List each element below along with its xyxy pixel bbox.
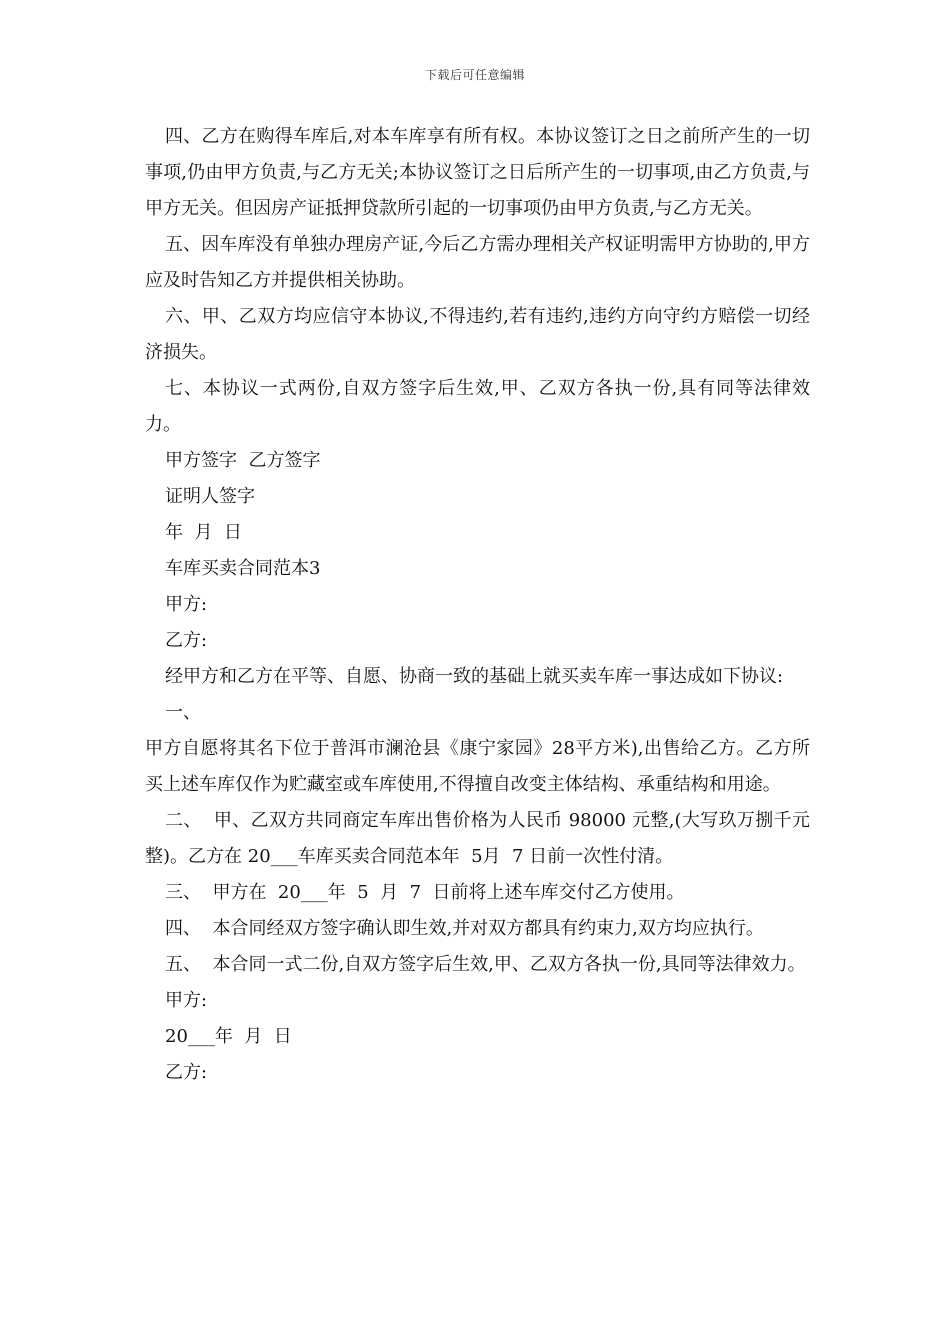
party-b-line: 乙方: <box>165 630 208 651</box>
date-line: 年 月 日 <box>165 522 242 543</box>
party-b-signature-line: 乙方: <box>165 1062 208 1083</box>
paragraph-clause-7-copies: 七、本协议一式两份,自双方签字后生效,甲、乙双方各执一份,具有同等法律效力。 <box>145 378 810 435</box>
clause-number-1: 一、 <box>165 702 201 723</box>
signature-line-parties: 甲方签字 乙方签字 <box>165 450 321 471</box>
party-a-line: 甲方: <box>165 594 208 615</box>
document-body <box>145 119 810 1091</box>
paragraph-clause-4-ownership: 四、乙方在购得车库后,对本车库享有所有权。本协议签订之日之前所产生的一切事项,仍由甲方负责,与乙方无关;本协议签订之日后所产生的一切事项,由乙方负责,与甲方无关。但因房产证抵押贷款所引起的一切事项仍由甲方负责,与乙方无关。 <box>145 126 810 219</box>
paragraph-preamble: 经甲方和乙方在平等、自愿、协商一致的基础上就买卖车库一事达成如下协议: <box>165 666 784 687</box>
page-header: 下载后可任意编辑 <box>424 68 525 82</box>
paragraph-clause-5-copies: 五、 本合同一式二份,自双方签字后生效,甲、乙双方各执一份,具同等法律效力。 <box>165 954 806 975</box>
paragraph-clause-2-price: 二、 甲、乙双方共同商定车库出售价格为人民币 98000 元整,(大写玖万捌千元整)。乙方在 20___车库买卖合同范本年 5月 7 日前一次性付清。 <box>145 810 810 867</box>
party-a-signature-line: 甲方: <box>165 990 208 1011</box>
paragraph-clause-1-sale: 甲方自愿将其名下位于普洱市澜沧县《康宁家园》28平方米),出售给乙方。乙方所买上述车库仅作为贮藏室或车库使用,不得擅自改变主体结构、承重结构和用途。 <box>145 738 810 795</box>
paragraph-clause-6-breach: 六、甲、乙双方均应信守本协议,不得违约,若有违约,违约方向守约方赔偿一切经济损失。 <box>145 306 810 363</box>
section-title-contract-3: 车库买卖合同范本3 <box>165 558 321 579</box>
signature-line-witness: 证明人签字 <box>165 486 255 507</box>
paragraph-clause-4-effect: 四、 本合同经双方签字确认即生效,并对双方都具有约束力,双方均应执行。 <box>165 918 764 939</box>
paragraph-clause-3-delivery: 三、 甲方在 20___年 5 月 7 日前将上述车库交付乙方使用。 <box>165 882 685 903</box>
paragraph-clause-5-property-certificate: 五、因车库没有单独办理房产证,今后乙方需办理相关产权证明需甲方协助的,甲方应及时告知乙方并提供相关协助。 <box>145 234 810 291</box>
signature-date-line: 20___年 月 日 <box>165 1026 292 1047</box>
